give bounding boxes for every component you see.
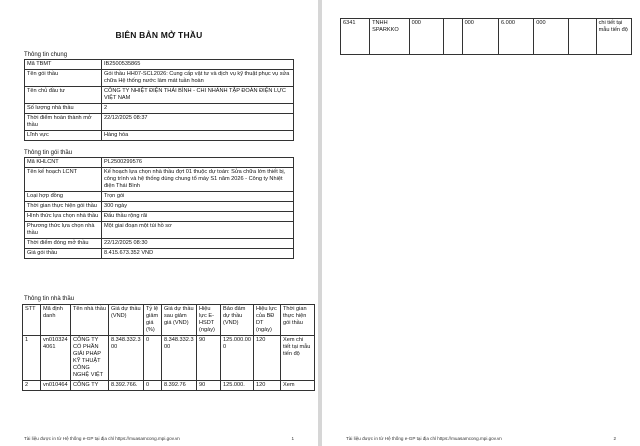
bidders-table (22, 304, 315, 391)
table-cell: vn0103244061 (41, 336, 71, 381)
table-cell: 000 (409, 19, 443, 55)
info-row (25, 168, 294, 192)
info-value: Hàng hóa (102, 131, 294, 141)
info-value: 2 (102, 104, 294, 114)
table-cell: 8.348.332.300 (109, 336, 144, 381)
page-number: 1 (291, 436, 294, 441)
table-cell: 1 (23, 336, 41, 381)
page-footer (24, 436, 294, 441)
table-cell: 125.000. (221, 381, 254, 391)
page-number: 2 (613, 436, 616, 441)
document-page-2 (322, 0, 640, 446)
table-cell: 0 (144, 381, 162, 391)
table-cell (568, 19, 596, 55)
section-label-bidders: Thông tin nhà thầu (24, 296, 75, 302)
document-page-1 (0, 0, 318, 446)
column-header: STT (23, 305, 41, 336)
info-key: Phương thức lựa chọn nhà thầu (25, 222, 102, 239)
info-row (25, 249, 294, 259)
section-label-general: Thông tin chung (24, 52, 68, 58)
table-cell: 90 (197, 336, 221, 381)
column-header: Tỷ lệ giảm giá (%) (144, 305, 162, 336)
info-value: Trọn gói (102, 192, 294, 202)
info-row (25, 192, 294, 202)
info-key: Loại hợp đồng (25, 192, 102, 202)
table-cell: TNHH SPARKKO (370, 19, 409, 55)
info-key: Thời điểm hoàn thành mở thầu (25, 114, 102, 131)
info-row (25, 70, 294, 87)
table-cell: 6.000 (498, 19, 533, 55)
info-value: 300 ngày (102, 202, 294, 212)
info-row (25, 222, 294, 239)
info-row (25, 104, 294, 114)
info-value: Kế hoạch lựa chọn nhà thầu đợt 01 thuộc dự toán: Sửa chữa lớn thiết bị, công trình và hệ thống dùng chung tổ máy S1 năm 2026 - Công ty Nhiệt điện Thái Bình (102, 168, 294, 192)
info-row (25, 131, 294, 141)
column-header: Thời gian thực hiện gói thầu (281, 305, 315, 336)
table-cell: 8.348.332.300 (162, 336, 197, 381)
page-footer (346, 436, 616, 441)
table-cell: CÔNG TY CỔ PHẦN GIẢI PHÁP KỸ THUẬT CÔNG NGHỆ VIỆT (71, 336, 109, 381)
page-title: BIÊN BẢN MỞ THẦU (115, 30, 203, 40)
info-row (25, 87, 294, 104)
footer-text: Tài liệu được in từ Hệ thống e-GP tại địa chỉ https://muasamcong.mpi.gov.vn (24, 436, 180, 441)
table-cell: vn010464 (41, 381, 71, 391)
column-header: Tên nhà thầu (71, 305, 109, 336)
info-value: PL2500299576 (102, 158, 294, 168)
info-value: 22/12/2025 08:30 (102, 239, 294, 249)
info-key: Tên chủ đầu tư (25, 87, 102, 104)
info-key: Thời gian thực hiện gói thầu (25, 202, 102, 212)
table-cell: 0 (144, 336, 162, 381)
info-row (25, 114, 294, 131)
table-cell: 000 (534, 19, 568, 55)
table-cell: 125.000.000 (221, 336, 254, 381)
info-value: Gói thầu HH07-SCL2026: Cung cấp vật tư và dịch vụ kỹ thuật phục vụ sửa chữa Hệ thống nước làm mát tuần hoàn (102, 70, 294, 87)
info-row (25, 212, 294, 222)
info-value: IB2500535865 (102, 60, 294, 70)
package-info-table (24, 157, 294, 259)
table-cell: 6341 (341, 19, 370, 55)
info-key: Tên kế hoạch LCNT (25, 168, 102, 192)
table-cell: 000 (462, 19, 498, 55)
section-label-package: Thông tin gói thầu (24, 150, 73, 156)
table-cell: CÔNG TY (71, 381, 109, 391)
info-key: Thời điểm đóng mở thầu (25, 239, 102, 249)
table-cell: 90 (197, 381, 221, 391)
table-cell: Xem chi tiết tại mẫu tiến độ (281, 336, 315, 381)
column-header: Giá dự thầu sau giảm giá (VND) (162, 305, 197, 336)
column-header: Bảo đảm dự thầu (VND) (221, 305, 254, 336)
table-cell: 2 (23, 381, 41, 391)
info-value: 8.415.673.352 VND (102, 249, 294, 259)
info-key: Số lượng nhà thầu (25, 104, 102, 114)
table-cell: Xem (281, 381, 315, 391)
info-key: Lĩnh vực (25, 131, 102, 141)
column-header: Giá dự thầu (VND) (109, 305, 144, 336)
footer-text: Tài liệu được in từ Hệ thống e-GP tại địa chỉ https://muasamcong.mpi.gov.vn (346, 436, 502, 441)
info-value: 22/12/2025 08:37 (102, 114, 294, 131)
table-row (23, 336, 315, 381)
info-row (25, 158, 294, 168)
bidders-table-continued (340, 18, 632, 55)
table-cell (443, 19, 462, 55)
general-info-table (24, 59, 294, 141)
info-key: Mã TBMT (25, 60, 102, 70)
info-key: Mã KHLCNT (25, 158, 102, 168)
info-key: Giá gói thầu (25, 249, 102, 259)
column-header: Hiệu lực của BĐ DT (ngày) (254, 305, 281, 336)
info-value: Một giai đoạn một túi hồ sơ (102, 222, 294, 239)
info-row (25, 202, 294, 212)
column-header: Hiệu lực E-HSDT (ngày) (197, 305, 221, 336)
info-row (25, 60, 294, 70)
info-value: Đấu thầu rộng rãi (102, 212, 294, 222)
info-row (25, 239, 294, 249)
info-key: Tên gói thầu (25, 70, 102, 87)
table-cell: 8.392.76 (162, 381, 197, 391)
table-cell: chi tiết tại mẫu tiến độ (596, 19, 631, 55)
table-cell: 120 (254, 336, 281, 381)
table-cell: 120 (254, 381, 281, 391)
info-key: Hình thức lựa chọn nhà thầu (25, 212, 102, 222)
column-header: Mã định danh (41, 305, 71, 336)
table-cell: 8.392.766. (109, 381, 144, 391)
table-row (23, 381, 315, 391)
info-value: CÔNG TY NHIỆT ĐIỆN THÁI BÌNH - CHI NHÁNH TẬP ĐOÀN ĐIỆN LỰC VIỆT NAM (102, 87, 294, 104)
